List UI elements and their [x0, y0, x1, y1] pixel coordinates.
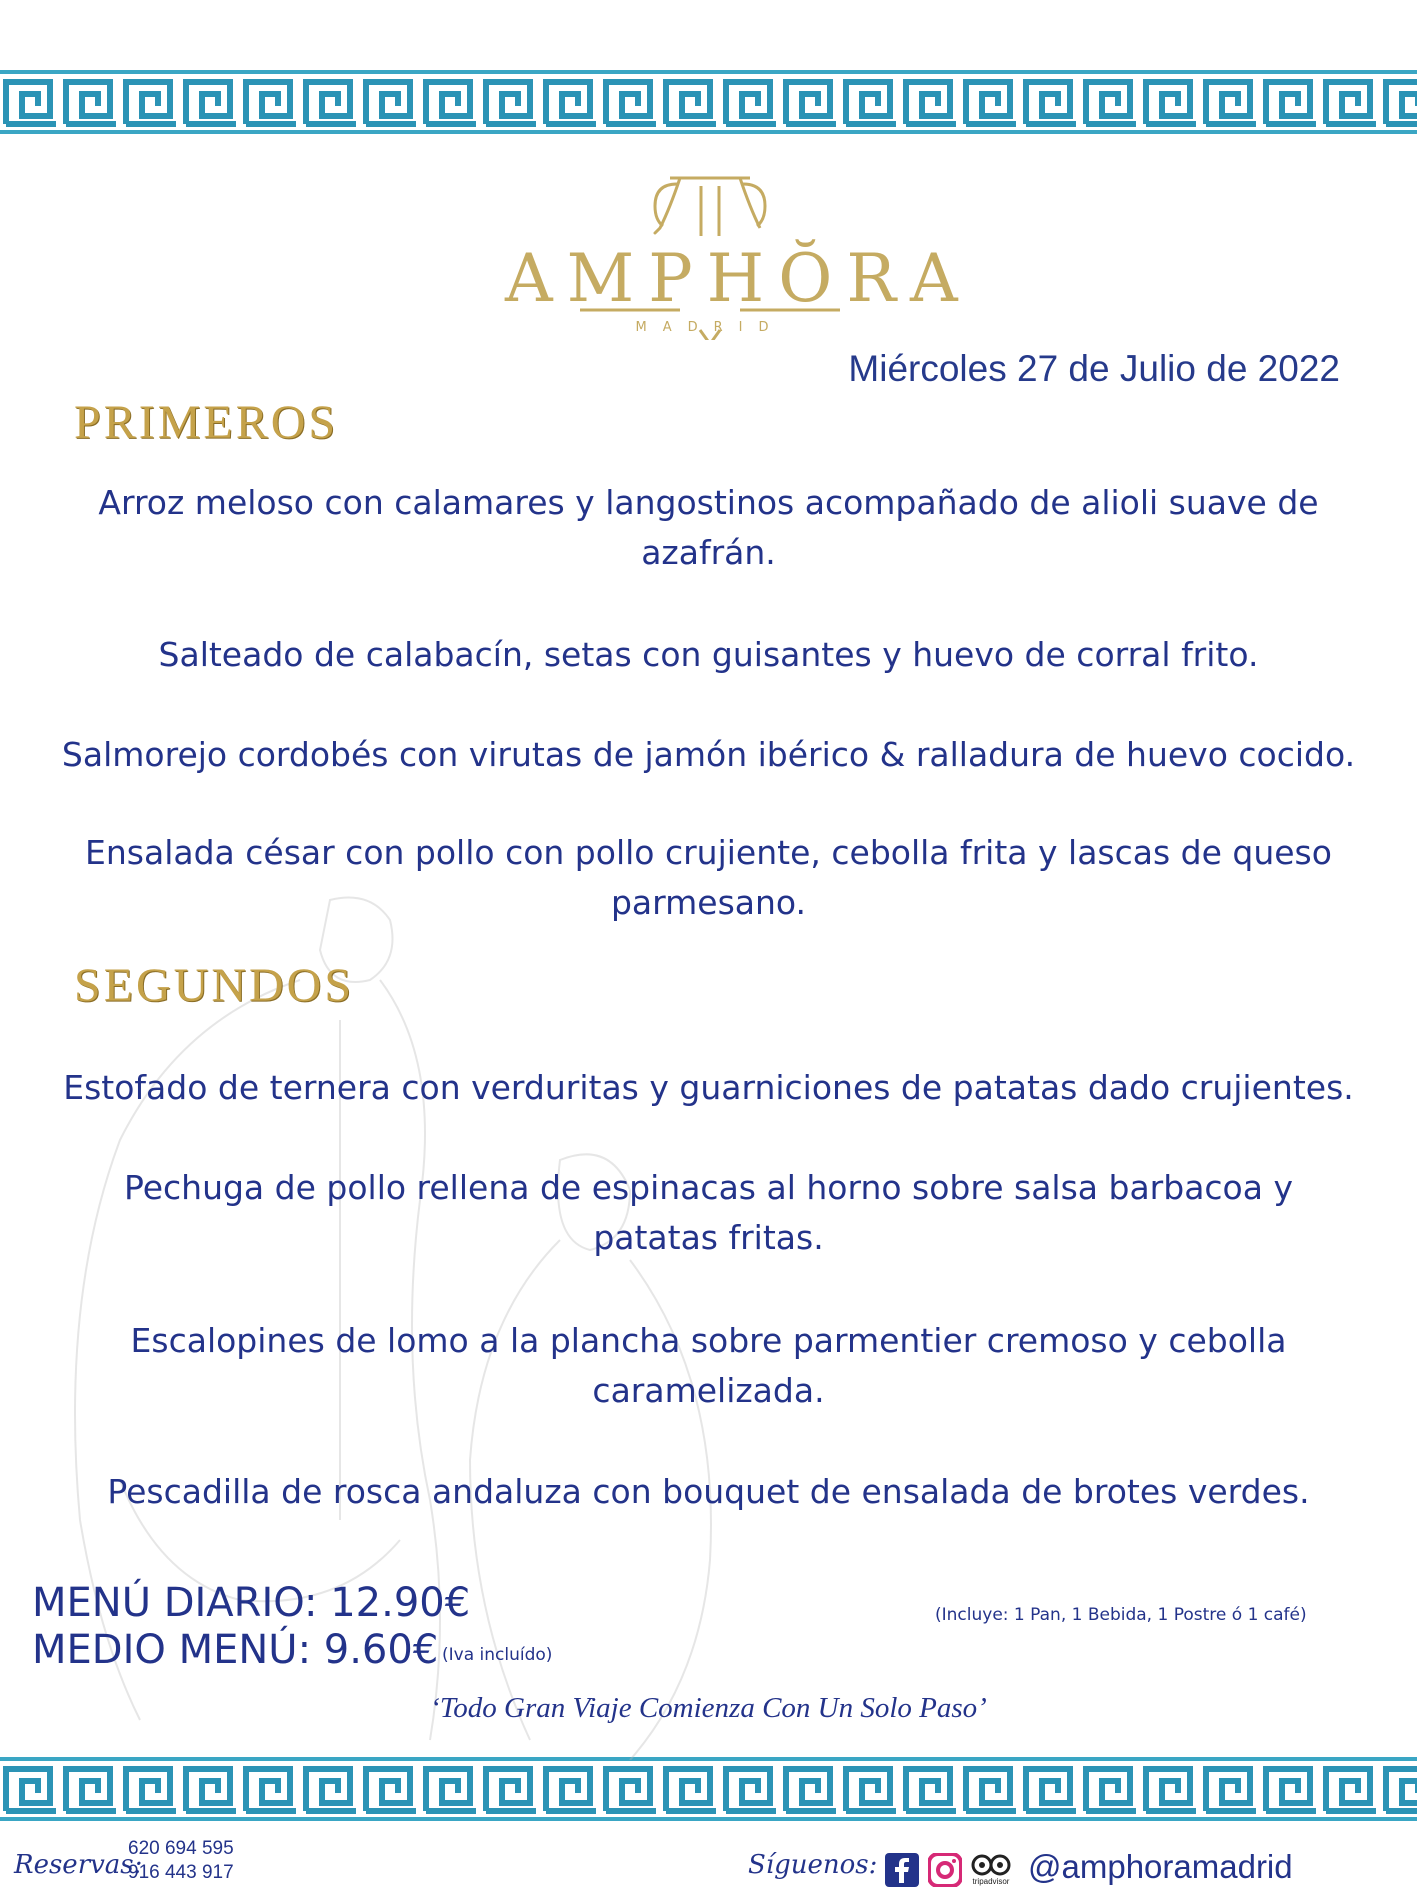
section-title-primeros: PRIMEROS — [74, 396, 339, 449]
menu-item: Ensalada césar con pollo con pollo crujiente, cebolla frita y lascas de queso parmesano. — [85, 833, 1332, 922]
social-handle[interactable]: @amphoramadrid — [1028, 1848, 1293, 1885]
facebook-icon[interactable] — [885, 1853, 919, 1887]
phone-number[interactable]: 916 443 917 — [128, 1862, 234, 1883]
includes-note: (Incluye: 1 Pan, 1 Bebida, 1 Postre ó 1 café) — [935, 1605, 1307, 1625]
instagram-icon[interactable] — [928, 1853, 962, 1887]
amphora-logo — [505, 160, 972, 340]
iva-note: (Iva incluído) — [442, 1645, 553, 1665]
menu-item: Arroz meloso con calamares y langostinos acompañado de alioli suave de azafrán. — [98, 483, 1319, 572]
menu-item: Escalopines de lomo a la plancha sobre parmentier cremoso y cebolla caramelizada. — [130, 1321, 1287, 1410]
section-title-segundos: SEGUNDOS — [74, 959, 355, 1012]
tripadvisor-text: tripadvisor — [972, 1877, 1010, 1886]
medio-menu-price: MEDIO MENÚ: 9.60€ — [32, 1627, 439, 1673]
greek-key-border-top — [0, 66, 1417, 138]
menu-item: Salmorejo cordobés con virutas de jamón ibérico & ralladura de huevo cocido. — [61, 735, 1356, 774]
siguenos-label: Síguenos: — [748, 1850, 878, 1880]
menu-item: Pescadilla de rosca andaluza con bouquet de ensalada de brotes verdes. — [107, 1472, 1310, 1511]
logo-subtitle: MADRID — [635, 320, 785, 335]
menu-item: Estofado de ternera con verduritas y guarniciones de patatas dado crujientes. — [63, 1068, 1354, 1107]
reservas-label: Reservas: — [14, 1850, 143, 1880]
menu-date: Miércoles 27 de Julio de 2022 — [848, 348, 1340, 389]
tripadvisor-icon[interactable] — [970, 1853, 1012, 1887]
menu-item: Pechuga de pollo rellena de espinacas al horno sobre salsa barbacoa y patatas fritas. — [123, 1168, 1293, 1257]
motto-quote: ‘Todo Gran Viaje Comienza Con Un Solo Paso’ — [430, 1692, 987, 1724]
greek-key-border-bottom — [0, 1753, 1417, 1825]
menu-diario-price: MENÚ DIARIO: 12.90€ — [32, 1580, 471, 1626]
phone-number[interactable]: 620 694 595 — [128, 1838, 234, 1859]
logo-wordmark: AMPHŎRA — [505, 240, 972, 317]
menu-item: Salteado de calabacín, setas con guisantes y huevo de corral frito. — [158, 635, 1259, 674]
